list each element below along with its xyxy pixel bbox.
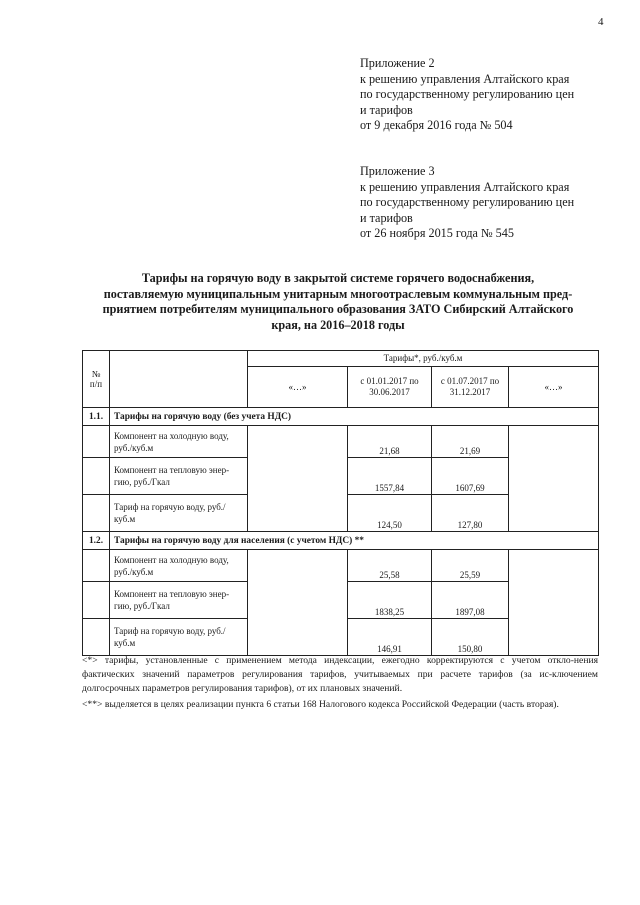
period-header: с 01.01.2017 по 30.06.2017: [348, 367, 432, 408]
appendix-title: Приложение 3: [360, 164, 435, 178]
period-header: «…»: [248, 367, 348, 408]
value-cell: 146,91: [348, 619, 432, 656]
document-title: [84, 271, 592, 333]
section-title: Тарифы на горячую воду (без учета НДС): [110, 408, 599, 426]
tariff-table: [82, 350, 599, 656]
num-header: № п/п: [83, 351, 110, 408]
appendix-title: Приложение 2: [360, 56, 435, 70]
value-cell: 21,69: [432, 426, 509, 458]
value-cell: 1838,25: [348, 582, 432, 619]
footnote-1: <*> тарифы, установленные с применением метода индексации, ежегодно корректируются с учетом откло-нения фактических значений параметров регулирования тарифов, учитываемых при расчете тарифов (за ис-ключением долгосрочных параметров регулирования тарифов), от их плановых значений.: [82, 655, 598, 694]
title-line: Тарифы на горячую воду в закрытой системе горячего водоснабжения,: [141, 271, 535, 285]
row-name: Компонент на тепловую энер-гию, руб./Гкал: [110, 458, 248, 495]
row-name: Компонент на тепловую энер-гию, руб./Гкал: [110, 582, 248, 619]
empty-cell: [248, 426, 348, 532]
footnotes: [82, 654, 598, 712]
name-header-cell: [110, 351, 248, 408]
appendix-3-header: [360, 164, 620, 242]
title-line: поставляемую муниципальным унитарным многоотраслевым коммунальным пред-: [103, 286, 573, 301]
title-line: приятием потребителям муниципального образования ЗАТО Сибирский Алтайского: [102, 302, 574, 317]
appendix-2-header: [360, 56, 620, 134]
empty-cell: [83, 550, 110, 582]
empty-cell: [248, 550, 348, 656]
row-name: Компонент на холодную воду, руб./куб.м: [110, 550, 248, 582]
value-cell: 1897,08: [432, 582, 509, 619]
appendix-line: и тарифов: [360, 210, 413, 225]
value-cell: 124,50: [348, 495, 432, 532]
section-title: Тарифы на горячую воду для населения (с учетом НДС) **: [110, 532, 599, 550]
period-header: «…»: [509, 367, 599, 408]
appendix-date: от 9 декабря 2016 года № 504: [360, 118, 513, 133]
empty-cell: [83, 619, 110, 656]
title-line: края, на 2016–2018 годы: [271, 317, 405, 332]
value-cell: 21,68: [348, 426, 432, 458]
empty-cell: [83, 426, 110, 458]
footnote-2: <**> выделяется в целях реализации пункта 6 статьи 168 Налогового кодекса Российской Федерации (часть вторая).: [82, 699, 559, 710]
value-cell: 25,59: [432, 550, 509, 582]
value-cell: 150,80: [432, 619, 509, 656]
appendix-line: к решению управления Алтайского края: [360, 71, 570, 86]
appendix-line: и тарифов: [360, 102, 413, 117]
section-number: 1.1.: [83, 408, 110, 426]
tariffs-header: Тарифы*, руб./куб.м: [248, 351, 599, 367]
value-cell: 1607,69: [432, 458, 509, 495]
period-header: с 01.07.2017 по 31.12.2017: [432, 367, 509, 408]
value-cell: 25,58: [348, 550, 432, 582]
row-name: Компонент на холодную воду, руб./куб.м: [110, 426, 248, 458]
empty-cell: [83, 582, 110, 619]
appendix-line: по государственному регулированию цен: [360, 195, 575, 210]
section-number: 1.2.: [83, 532, 110, 550]
appendix-line: к решению управления Алтайского края: [360, 179, 570, 194]
value-cell: 1557,84: [348, 458, 432, 495]
row-name: Тариф на горячую воду, руб./куб.м: [110, 495, 248, 532]
empty-cell: [509, 550, 599, 656]
appendix-line: по государственному регулированию цен: [360, 87, 575, 102]
empty-cell: [83, 495, 110, 532]
page-number: 4: [598, 16, 604, 28]
value-cell: 127,80: [432, 495, 509, 532]
empty-cell: [509, 426, 599, 532]
row-name: Тариф на горячую воду, руб./куб.м: [110, 619, 248, 656]
empty-cell: [83, 458, 110, 495]
appendix-date: от 26 ноября 2015 года № 545: [360, 226, 514, 241]
